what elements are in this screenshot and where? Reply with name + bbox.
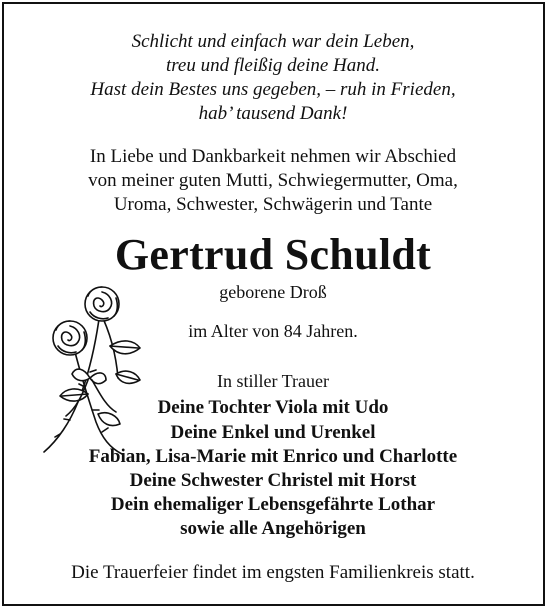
poem-line-4: hab’ tausend Dank!: [198, 103, 348, 124]
mourner-line-1: Deine Tochter Viola mit Udo: [157, 397, 389, 418]
mourner-line-5: Dein ehemaliger Lebensgefährte Lothar: [110, 494, 436, 515]
mourner-line-4: Deine Schwester Christel mit Horst: [129, 470, 417, 491]
poem-line-2: treu und fleißig deine Hand.: [165, 55, 381, 76]
intro-line-2: von meiner guten Mutti, Schwiegermutter, Oma,: [88, 170, 458, 191]
poem-line-1: Schlicht und einfach war dein Leben,: [131, 31, 415, 52]
mourner-line-3: Fabian, Lisa-Marie mit Enrico und Charlotte: [88, 446, 458, 467]
age-line: im Alter von 84 Jahren.: [188, 321, 358, 341]
intro-line-1: In Liebe und Dankbarkeit nehmen wir Abschied: [89, 146, 457, 167]
intro-line-3: Uroma, Schwester, Schwägerin und Tante: [113, 194, 433, 215]
birth-name: geborene Droß: [219, 282, 327, 302]
mourner-line-2: Deine Enkel und Urenkel: [170, 422, 376, 443]
poem-line-3: Hast dein Bestes uns gegeben, – ruh in Frieden,: [90, 79, 456, 100]
service-note: Die Trauerfeier findet im engsten Familienkreis statt.: [71, 562, 475, 583]
deceased-name: Gertrud Schuldt: [114, 230, 432, 279]
mourner-line-6: sowie alle Angehörigen: [180, 518, 366, 539]
mourning-heading: In stiller Trauer: [217, 371, 329, 391]
